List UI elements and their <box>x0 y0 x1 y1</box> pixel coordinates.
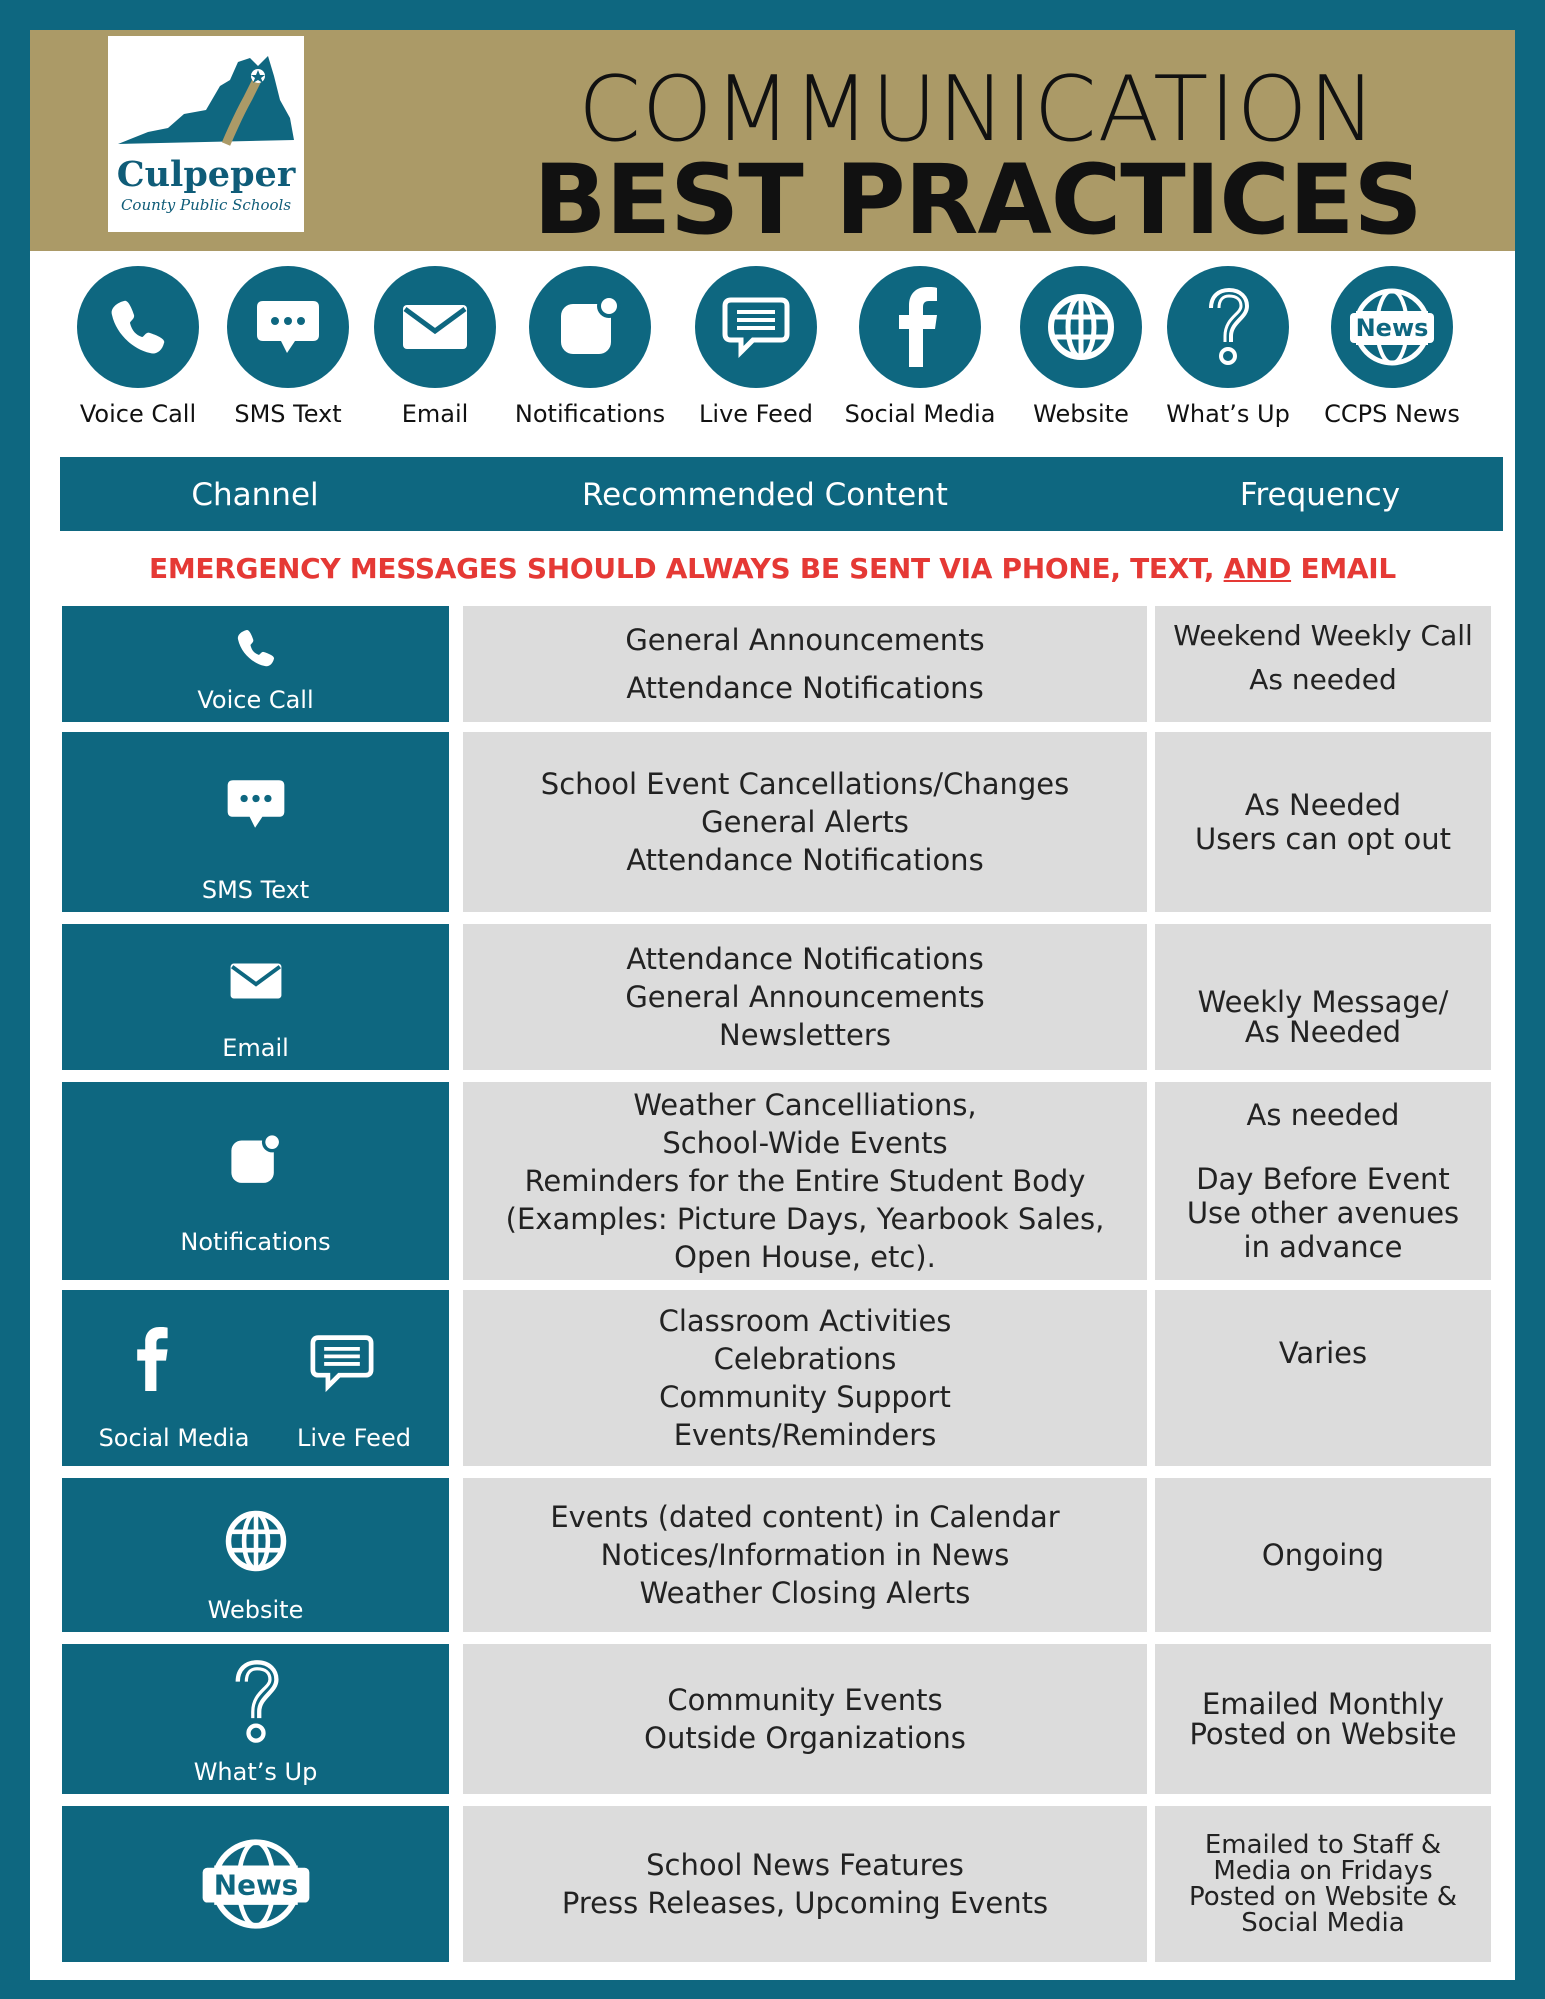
channel-icon-voice-call: Voice Call <box>58 266 218 428</box>
facebook-icon <box>895 287 945 367</box>
table-row-voice-call <box>30 606 1515 722</box>
news-globe-icon <box>194 1826 318 1942</box>
content-cell: School News Features Press Releases, Upcoming Events <box>463 1806 1147 1962</box>
frequency-cell: Emailed Monthly Posted on Website <box>1155 1644 1491 1794</box>
channel-cell: Website <box>62 1478 449 1632</box>
channel-cell: Notifications <box>62 1082 449 1280</box>
emergency-alert-text: EMERGENCY MESSAGES SHOULD ALWAYS BE SENT VIA PHONE, TEXT, AND EMAIL <box>149 552 1396 585</box>
frequency-cell: Ongoing <box>1155 1478 1491 1632</box>
channel-cell: What’s Up <box>62 1644 449 1794</box>
table-row-sms-text <box>30 732 1515 912</box>
channel-cell: SMS Text <box>62 732 449 912</box>
channel-icon-social-media: Social Media <box>840 266 1000 428</box>
page-title-line1: COMMUNICATION <box>578 57 1377 162</box>
notification-badge-icon <box>228 1132 284 1188</box>
table-row-email <box>30 924 1515 1070</box>
svg-text:News: News <box>213 1868 298 1902</box>
table-row-website <box>30 1478 1515 1632</box>
page-title-line2: BEST PRACTICES <box>533 144 1422 256</box>
channel-cell: Social Media Live Feed <box>62 1290 449 1466</box>
virginia-map-logo-icon <box>108 36 304 156</box>
notification-badge-icon <box>557 294 623 360</box>
channel-icon-notifications: Notifications <box>510 266 670 428</box>
content-cell: Events (dated content) in Calendar Notices/Information in News Weather Closing Alerts <box>463 1478 1147 1632</box>
frequency-cell: Emailed to Staff & Media on Fridays Posted on Website & Social Media <box>1155 1806 1491 1962</box>
table-row-notifications <box>30 1082 1515 1280</box>
frequency-cell: As needed Day Before Event Use other avenues in advance <box>1155 1082 1491 1280</box>
channel-icons-row <box>30 266 1515 426</box>
facebook-icon <box>134 1326 174 1392</box>
chat-bubble-icon <box>253 295 323 359</box>
channel-cell: Voice Call <box>62 606 449 722</box>
chat-bubble-icon <box>224 774 288 834</box>
channel-icon-website: Website <box>1001 266 1161 428</box>
content-cell: School Event Cancellations/Changes General Alerts Attendance Notifications <box>463 732 1147 912</box>
channel-cell <box>62 1806 449 1962</box>
content-cell: Attendance Notifications General Announcements Newsletters <box>463 924 1147 1070</box>
logo-subtitle: County Public Schools <box>120 196 292 214</box>
flyer-sheet <box>30 30 1515 1980</box>
frequency-cell: As Needed Users can opt out <box>1155 732 1491 912</box>
district-logo <box>108 36 304 232</box>
frequency-cell: Varies <box>1155 1290 1491 1466</box>
channel-icon-live-feed: Live Feed <box>676 266 836 428</box>
content-cell: General Announcements Attendance Notifications <box>463 606 1147 722</box>
message-lines-icon <box>721 294 791 360</box>
content-cell: Classroom Activities Celebrations Community Support Events/Reminders <box>463 1290 1147 1466</box>
channel-icon-ccps-news: News CCPS News <box>1312 266 1472 428</box>
news-globe-icon <box>1342 277 1442 377</box>
svg-text:News: News <box>1355 314 1429 342</box>
phone-icon <box>106 295 170 359</box>
envelope-icon <box>229 960 283 1002</box>
table-header <box>60 457 1503 531</box>
question-mark-icon <box>229 1658 283 1746</box>
globe-icon <box>223 1508 289 1574</box>
content-cell: Community Events Outside Organizations <box>463 1644 1147 1794</box>
logo-name: Culpeper <box>116 154 296 195</box>
channel-icon-email: Email <box>355 266 515 428</box>
message-lines-icon <box>308 1332 376 1394</box>
frequency-cell: Weekend Weekly Call As needed <box>1155 606 1491 722</box>
phone-icon <box>234 626 278 670</box>
table-row-social-media <box>30 1290 1515 1466</box>
globe-icon <box>1045 291 1117 363</box>
question-mark-icon <box>1203 286 1253 368</box>
content-cell: Weather Cancelliations, School-Wide Events Reminders for the Entire Student Body (Examples: Picture Days, Yearbook Sales, Open House, etc). <box>463 1082 1147 1280</box>
header-channel: Channel <box>191 477 319 513</box>
channel-cell: Email <box>62 924 449 1070</box>
table-row-whats-up <box>30 1644 1515 1794</box>
channel-icon-whats-up: What’s Up <box>1148 266 1308 428</box>
header-recommended-content: Recommended Content <box>582 477 948 513</box>
table-row-ccps-news <box>30 1806 1515 1962</box>
channel-icon-sms-text: SMS Text <box>208 266 368 428</box>
header-banner <box>30 30 1515 256</box>
envelope-icon <box>401 301 469 353</box>
header-frequency: Frequency <box>1239 477 1401 513</box>
frequency-cell: Weekly Message/ As Needed <box>1155 924 1491 1070</box>
